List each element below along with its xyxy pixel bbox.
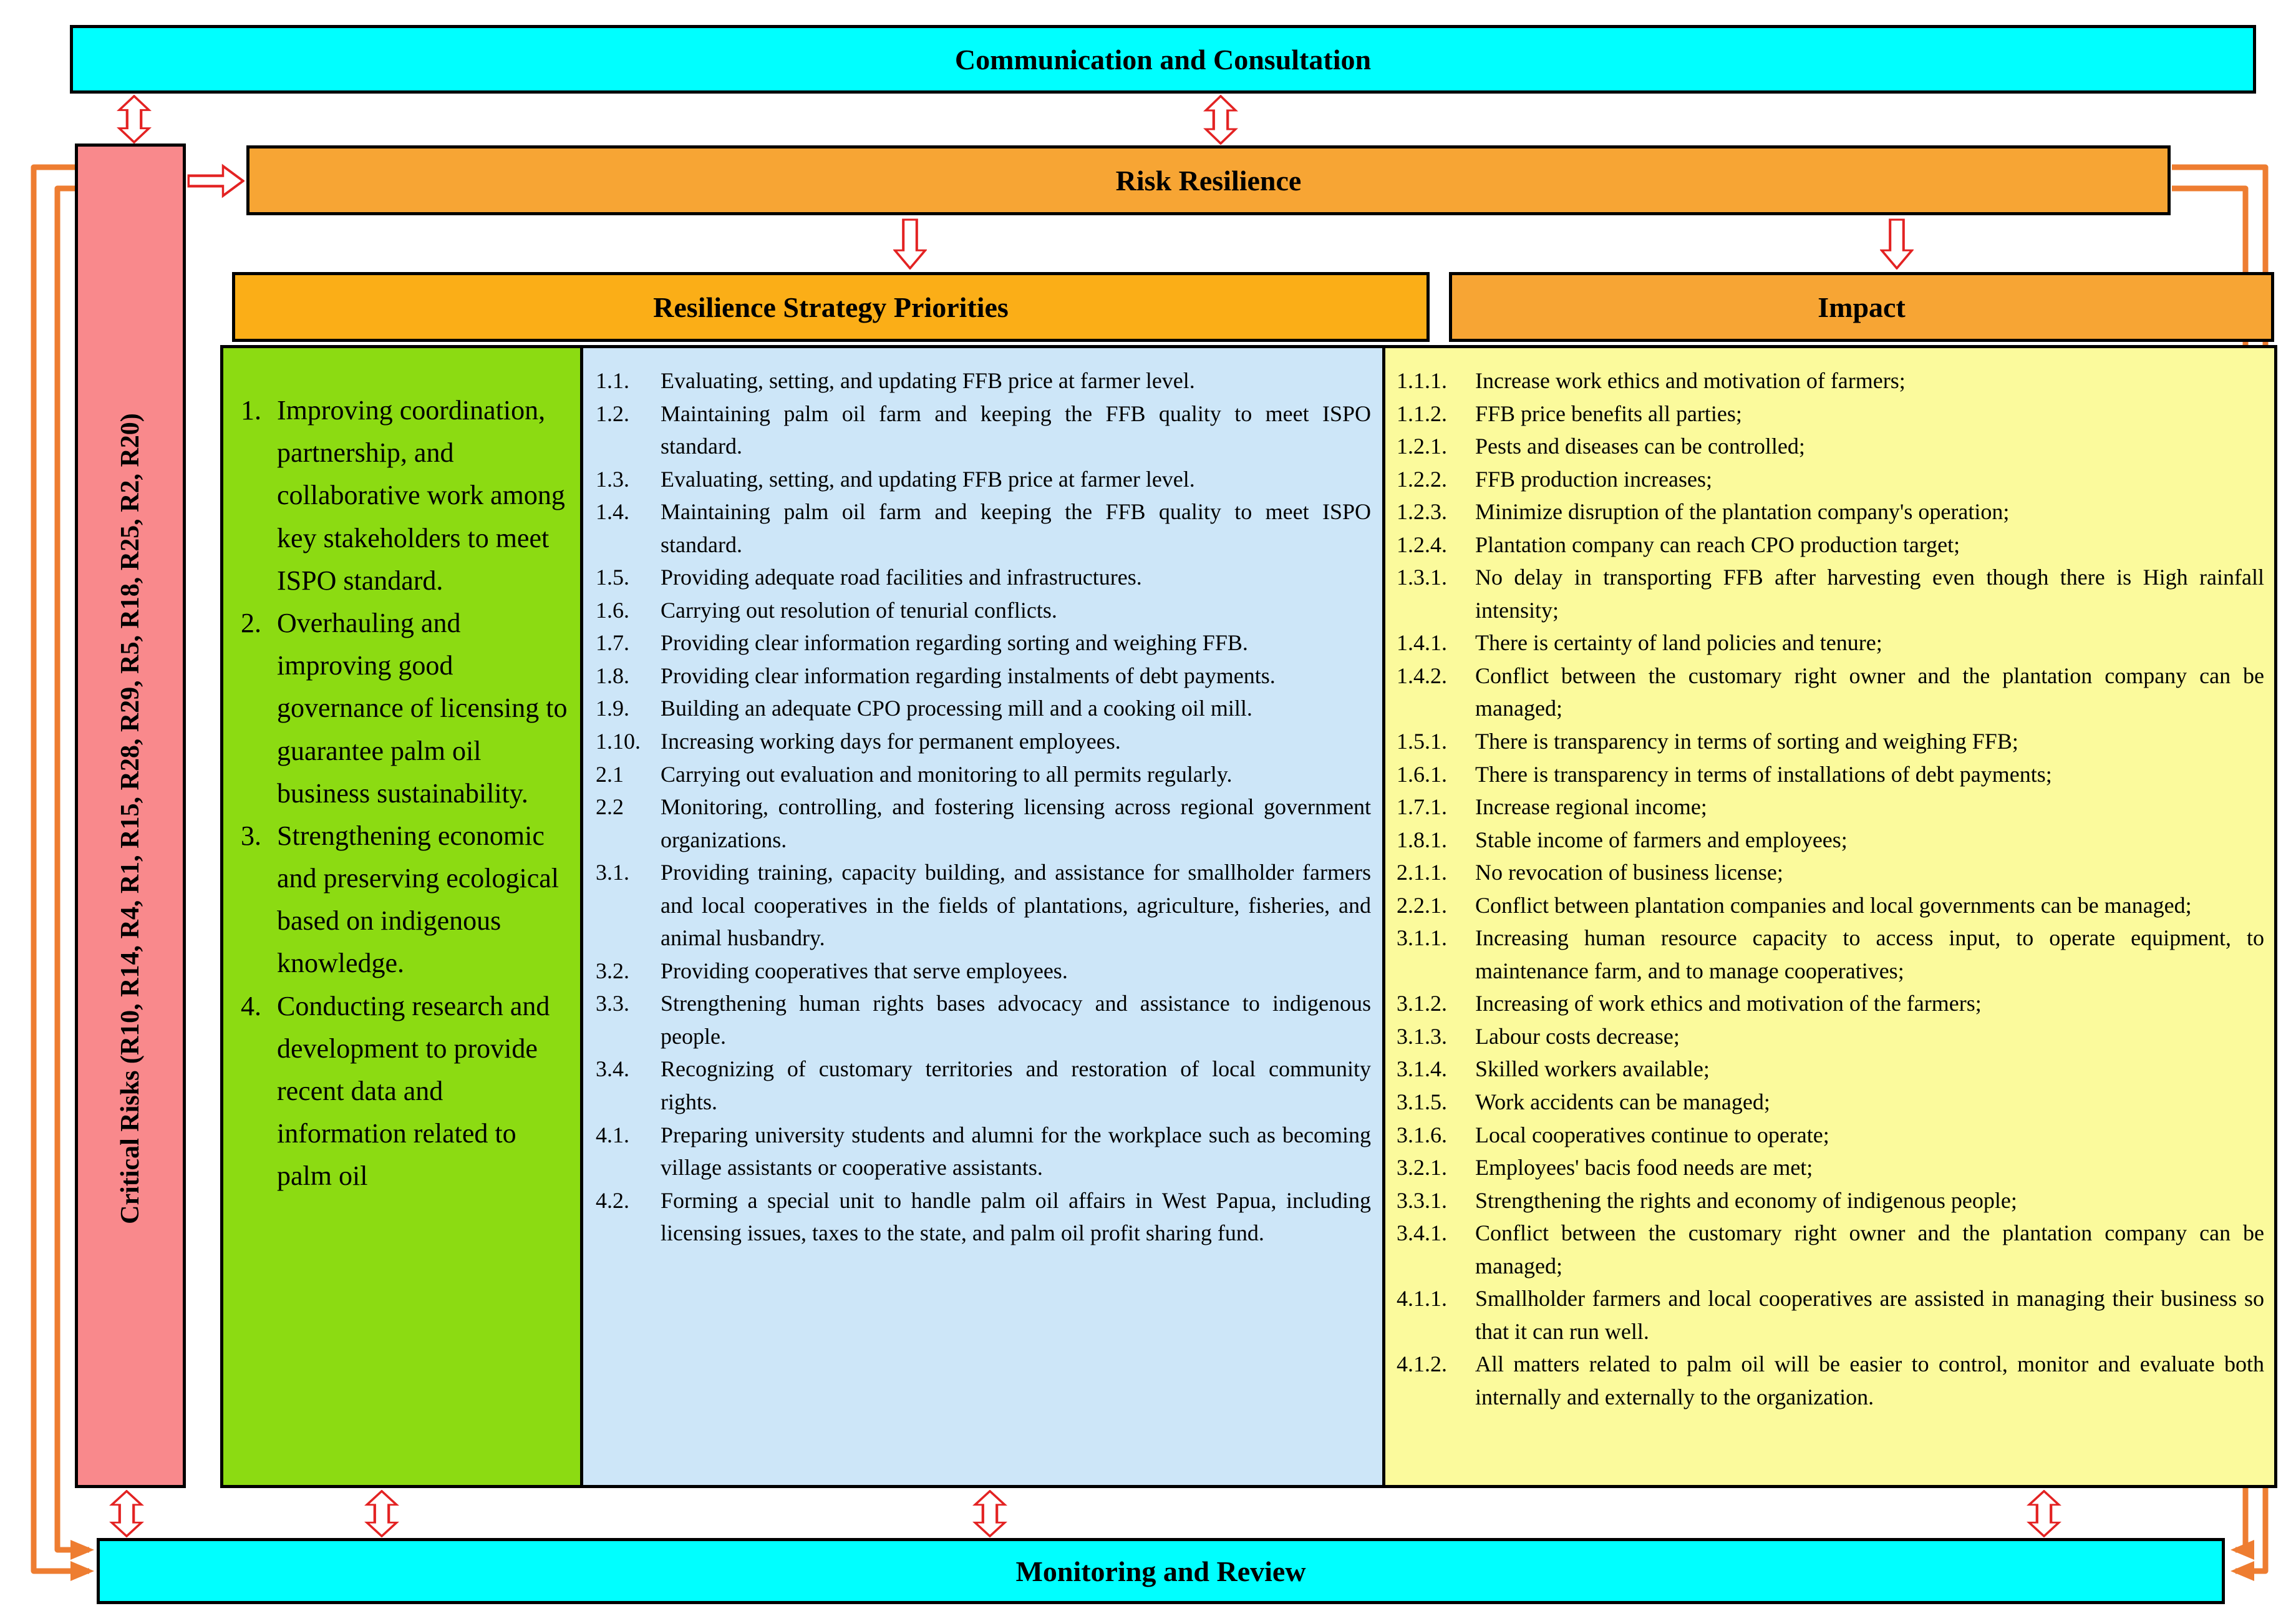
critical-risks-label: Critical Risks (R10, R14, R4, R1, R15, R28, R29, R5, R18, R25, R2, R20) bbox=[116, 413, 145, 1224]
list-item-text: Improving coordination, partnership, and collaborative work among key stakeholders to meet ISPO standard. bbox=[277, 395, 565, 596]
list-item bbox=[1397, 1086, 2264, 1119]
list-item-number: 1.4.2. bbox=[1397, 663, 1447, 688]
list-item-number: 1.2.3. bbox=[1397, 499, 1447, 525]
list-item-number: 1.4.1. bbox=[1397, 630, 1447, 656]
list-item bbox=[1397, 1119, 2264, 1152]
list-item-text: Labour costs decrease; bbox=[1475, 1023, 1680, 1049]
list-item-number: 3.1.4. bbox=[1397, 1056, 1447, 1082]
impact-header-label: Impact bbox=[1818, 291, 1906, 323]
list-item bbox=[1397, 725, 2264, 758]
list-item-number: 2.1.1. bbox=[1397, 860, 1447, 885]
impacts-list-box bbox=[1382, 345, 2277, 1488]
list-item bbox=[1397, 856, 2264, 889]
list-item bbox=[596, 561, 1371, 594]
list-item-text: Skilled workers available; bbox=[1475, 1056, 1710, 1082]
list-item bbox=[596, 856, 1371, 955]
list-item-number: 1.7.1. bbox=[1397, 794, 1447, 820]
right-arrow-icon bbox=[187, 163, 245, 198]
list-item-number: 3.3. bbox=[596, 991, 629, 1016]
list-item-text: Increase work ethics and motivation of farmers; bbox=[1475, 368, 1906, 393]
list-item-number: 4.1.2. bbox=[1397, 1351, 1447, 1377]
list-item-number: 3. bbox=[241, 820, 261, 851]
list-item bbox=[1397, 889, 2264, 922]
list-item-number: 1.10. bbox=[596, 729, 641, 754]
list-item bbox=[596, 955, 1371, 988]
list-item-number: 3.1.1. bbox=[1397, 925, 1447, 951]
list-item-text: There is certainty of land policies and tenure; bbox=[1475, 630, 1882, 656]
list-item bbox=[596, 791, 1371, 856]
list-item-text: Providing training, capacity building, and assistance for smallholder farmers and local cooperatives in the fields of plantations, agriculture, fisheries, and animal husbandry. bbox=[661, 860, 1371, 951]
list-item-text: Strengthening economic and preserving ecological based on indigenous knowledge. bbox=[277, 820, 559, 979]
list-item-text: Minimize disruption of the plantation company's operation; bbox=[1475, 499, 2010, 525]
list-item bbox=[1397, 1348, 2264, 1413]
list-item-text: All matters related to palm oil will be easier to control, monitor and evaluate both internally and externally to the organization. bbox=[1475, 1351, 2264, 1409]
list-item-text: Local cooperatives continue to operate; bbox=[1475, 1122, 1829, 1147]
list-item-number: 3.1.6. bbox=[1397, 1122, 1447, 1147]
list-item-text: Building an adequate CPO processing mill and a cooking oil mill. bbox=[661, 696, 1252, 721]
list-item-number: 1.4. bbox=[596, 499, 629, 525]
list-item-text: Providing adequate road facilities and infrastructures. bbox=[661, 565, 1142, 590]
list-item-text: Strengthening the rights and economy of indigenous people; bbox=[1475, 1187, 2017, 1213]
critical-risks-bar bbox=[75, 144, 186, 1488]
list-item bbox=[1397, 758, 2264, 791]
list-item-number: 1. bbox=[241, 395, 261, 426]
priorities-list-box bbox=[580, 345, 1385, 1488]
list-item-text: Plantation company can reach CPO production target; bbox=[1475, 532, 1960, 557]
double-vertical-arrow-icon bbox=[117, 95, 152, 144]
list-item bbox=[241, 389, 568, 602]
list-item-number: 4. bbox=[241, 990, 261, 1021]
list-item-number: 3.2. bbox=[596, 958, 629, 983]
list-item-number: 1.1. bbox=[596, 368, 629, 393]
list-item-number: 1.6.1. bbox=[1397, 761, 1447, 787]
double-vertical-arrow-icon bbox=[364, 1490, 399, 1537]
list-item-text: Carrying out evaluation and monitoring to all permits regularly. bbox=[661, 761, 1233, 787]
list-item-text: Conflict between the customary right owner and the plantation company can be managed; bbox=[1475, 1220, 2264, 1278]
list-item-number: 3.1.5. bbox=[1397, 1089, 1447, 1115]
double-vertical-arrow-icon bbox=[1203, 95, 1238, 145]
list-item bbox=[241, 815, 568, 985]
list-item-text: There is transparency in terms of sorting and weighing FFB; bbox=[1475, 729, 2018, 754]
list-item-text: Stable income of farmers and employees; bbox=[1475, 827, 1848, 852]
list-item bbox=[1397, 1282, 2264, 1348]
list-item bbox=[596, 987, 1371, 1053]
list-item-text: Increase regional income; bbox=[1475, 794, 1707, 820]
list-item-text: Conflict between plantation companies and local governments can be managed; bbox=[1475, 892, 2192, 918]
list-item bbox=[596, 397, 1371, 463]
list-item-number: 1.1.2. bbox=[1397, 401, 1447, 426]
list-item bbox=[1397, 1184, 2264, 1217]
double-vertical-arrow-icon bbox=[2027, 1490, 2061, 1537]
list-item bbox=[1397, 659, 2264, 725]
list-item-number: 1.2.2. bbox=[1397, 466, 1447, 492]
list-item-text: Increasing human resource capacity to access input, to operate equipment, to maintenance farm, and to manage cooperatives; bbox=[1475, 925, 2264, 983]
list-item bbox=[596, 626, 1371, 659]
list-item-text: Overhauling and improving good governance of licensing to guarantee palm oil business sustainability. bbox=[277, 607, 568, 809]
list-item-text: Employees' bacis food needs are met; bbox=[1475, 1155, 1813, 1180]
list-item-number: 2.1 bbox=[596, 761, 624, 787]
list-item-text: Evaluating, setting, and updating FFB price at farmer level. bbox=[661, 466, 1195, 492]
list-item bbox=[1397, 397, 2264, 431]
list-item-text: Forming a special unit to handle palm oil affairs in West Papua, including licensing issues, taxes to the state, and palm oil profit sharing fund. bbox=[661, 1187, 1371, 1246]
list-item-text: FFB price benefits all parties; bbox=[1475, 401, 1742, 426]
strategies-list-box bbox=[220, 345, 583, 1488]
list-item-number: 3.2.1. bbox=[1397, 1155, 1447, 1180]
double-vertical-arrow-icon bbox=[972, 1490, 1007, 1537]
list-item-text: Conducting research and development to provide recent data and information related to palm oil bbox=[277, 990, 550, 1192]
list-item bbox=[1397, 364, 2264, 397]
list-item bbox=[596, 1053, 1371, 1118]
list-item bbox=[1397, 1053, 2264, 1086]
list-item-text: Maintaining palm oil farm and keeping the FFB quality to meet ISPO standard. bbox=[661, 499, 1371, 557]
list-item-number: 1.8.1. bbox=[1397, 827, 1447, 852]
list-item-number: 1.7. bbox=[596, 630, 629, 656]
list-item bbox=[596, 1184, 1371, 1250]
down-arrow-icon bbox=[1880, 218, 1914, 270]
list-item-text: Providing clear information regarding sorting and weighing FFB. bbox=[661, 630, 1248, 656]
list-item-number: 1.8. bbox=[596, 663, 629, 688]
list-item bbox=[596, 1119, 1371, 1184]
list-item-number: 1.9. bbox=[596, 696, 629, 721]
list-item bbox=[1397, 495, 2264, 528]
list-item bbox=[241, 985, 568, 1198]
list-item bbox=[241, 602, 568, 815]
list-item-text: Strengthening human rights bases advocacy and assistance to indigenous people. bbox=[661, 991, 1371, 1049]
list-item-text: Monitoring, controlling, and fostering licensing across regional government organizations. bbox=[661, 794, 1371, 852]
list-item-number: 3.1.3. bbox=[1397, 1023, 1447, 1049]
list-item-text: No delay in transporting FFB after harvesting even though there is High rainfall intensity; bbox=[1475, 565, 2264, 623]
list-item-text: Providing clear information regarding instalments of debt payments. bbox=[661, 663, 1276, 688]
list-item bbox=[596, 725, 1371, 758]
list-item bbox=[596, 364, 1371, 397]
list-item bbox=[1397, 922, 2264, 987]
list-item bbox=[1397, 1151, 2264, 1184]
list-item-text: There is transparency in terms of installations of debt payments; bbox=[1475, 761, 2052, 787]
list-item-text: Pests and diseases can be controlled; bbox=[1475, 434, 1805, 459]
list-item bbox=[596, 463, 1371, 496]
list-item-text: Increasing working days for permanent employees. bbox=[661, 729, 1121, 754]
list-item-text: Work accidents can be managed; bbox=[1475, 1089, 1770, 1115]
list-item bbox=[1397, 561, 2264, 626]
impact-header bbox=[1449, 272, 2274, 342]
list-item-number: 1.3.1. bbox=[1397, 565, 1447, 590]
list-item bbox=[596, 758, 1371, 791]
list-item-number: 3.4.1. bbox=[1397, 1220, 1447, 1246]
down-arrow-icon bbox=[893, 218, 927, 270]
list-item-number: 1.2.1. bbox=[1397, 434, 1447, 459]
list-item bbox=[1397, 430, 2264, 463]
list-item-number: 1.5.1. bbox=[1397, 729, 1447, 754]
list-item-text: Recognizing of customary territories and restoration of local community rights. bbox=[661, 1056, 1371, 1115]
list-item bbox=[596, 692, 1371, 725]
list-item-text: Preparing university students and alumni for the workplace such as becoming village assistants or cooperative assistants. bbox=[661, 1122, 1371, 1180]
list-item-text: Carrying out resolution of tenurial conflicts. bbox=[661, 597, 1057, 623]
list-item-number: 3.4. bbox=[596, 1056, 629, 1082]
list-item-text: Providing cooperatives that serve employees. bbox=[661, 958, 1068, 983]
list-item-number: 2.2.1. bbox=[1397, 892, 1447, 918]
list-item-number: 1.2.4. bbox=[1397, 532, 1447, 557]
priorities-header-label: Resilience Strategy Priorities bbox=[653, 291, 1009, 323]
list-item bbox=[1397, 1020, 2264, 1053]
list-item bbox=[1397, 987, 2264, 1020]
risk-resilience-bar bbox=[246, 145, 2171, 215]
list-item-number: 1.5. bbox=[596, 565, 629, 590]
list-item bbox=[596, 659, 1371, 693]
list-item-text: Smallholder farmers and local cooperatives are assisted in managing their business so that it can run well. bbox=[1475, 1286, 2264, 1344]
list-item-text: Evaluating, setting, and updating FFB price at farmer level. bbox=[661, 368, 1195, 393]
monitoring-review-bar bbox=[97, 1538, 2225, 1604]
monitoring-review-label: Monitoring and Review bbox=[1015, 1555, 1306, 1587]
list-item bbox=[1397, 463, 2264, 496]
list-item-number: 1.2. bbox=[596, 401, 629, 426]
list-item-number: 1.1.1. bbox=[1397, 368, 1447, 393]
list-item-text: FFB production increases; bbox=[1475, 466, 1712, 492]
list-item-number: 4.2. bbox=[596, 1187, 629, 1213]
list-item-text: No revocation of business license; bbox=[1475, 860, 1783, 885]
list-item bbox=[1397, 824, 2264, 857]
list-item-number: 3.3.1. bbox=[1397, 1187, 1447, 1213]
list-item-number: 3.1.2. bbox=[1397, 991, 1447, 1016]
list-item-number: 4.1.1. bbox=[1397, 1286, 1447, 1312]
list-item-number: 4.1. bbox=[596, 1122, 629, 1147]
list-item bbox=[1397, 791, 2264, 824]
list-item bbox=[1397, 1217, 2264, 1282]
list-item bbox=[596, 495, 1371, 561]
list-item bbox=[1397, 528, 2264, 562]
list-item-number: 2.2 bbox=[596, 794, 624, 820]
list-item-text: Maintaining palm oil farm and keeping the FFB quality to meet ISPO standard. bbox=[661, 401, 1371, 459]
double-vertical-arrow-icon bbox=[109, 1490, 144, 1537]
risk-resilience-label: Risk Resilience bbox=[1115, 164, 1302, 197]
list-item-number: 1.3. bbox=[596, 466, 629, 492]
resilience-strategy-priorities-header bbox=[232, 272, 1430, 342]
list-item-number: 3.1. bbox=[596, 860, 629, 885]
communication-consultation-label: Communication and Consultation bbox=[954, 43, 1372, 75]
list-item-number: 1.6. bbox=[596, 597, 629, 623]
list-item-number: 2. bbox=[241, 607, 261, 638]
communication-consultation-bar bbox=[70, 25, 2256, 94]
list-item bbox=[1397, 626, 2264, 659]
list-item-text: Increasing of work ethics and motivation of the farmers; bbox=[1475, 991, 1982, 1016]
list-item bbox=[596, 594, 1371, 627]
list-item-text: Conflict between the customary right owner and the plantation company can be managed; bbox=[1475, 663, 2264, 721]
